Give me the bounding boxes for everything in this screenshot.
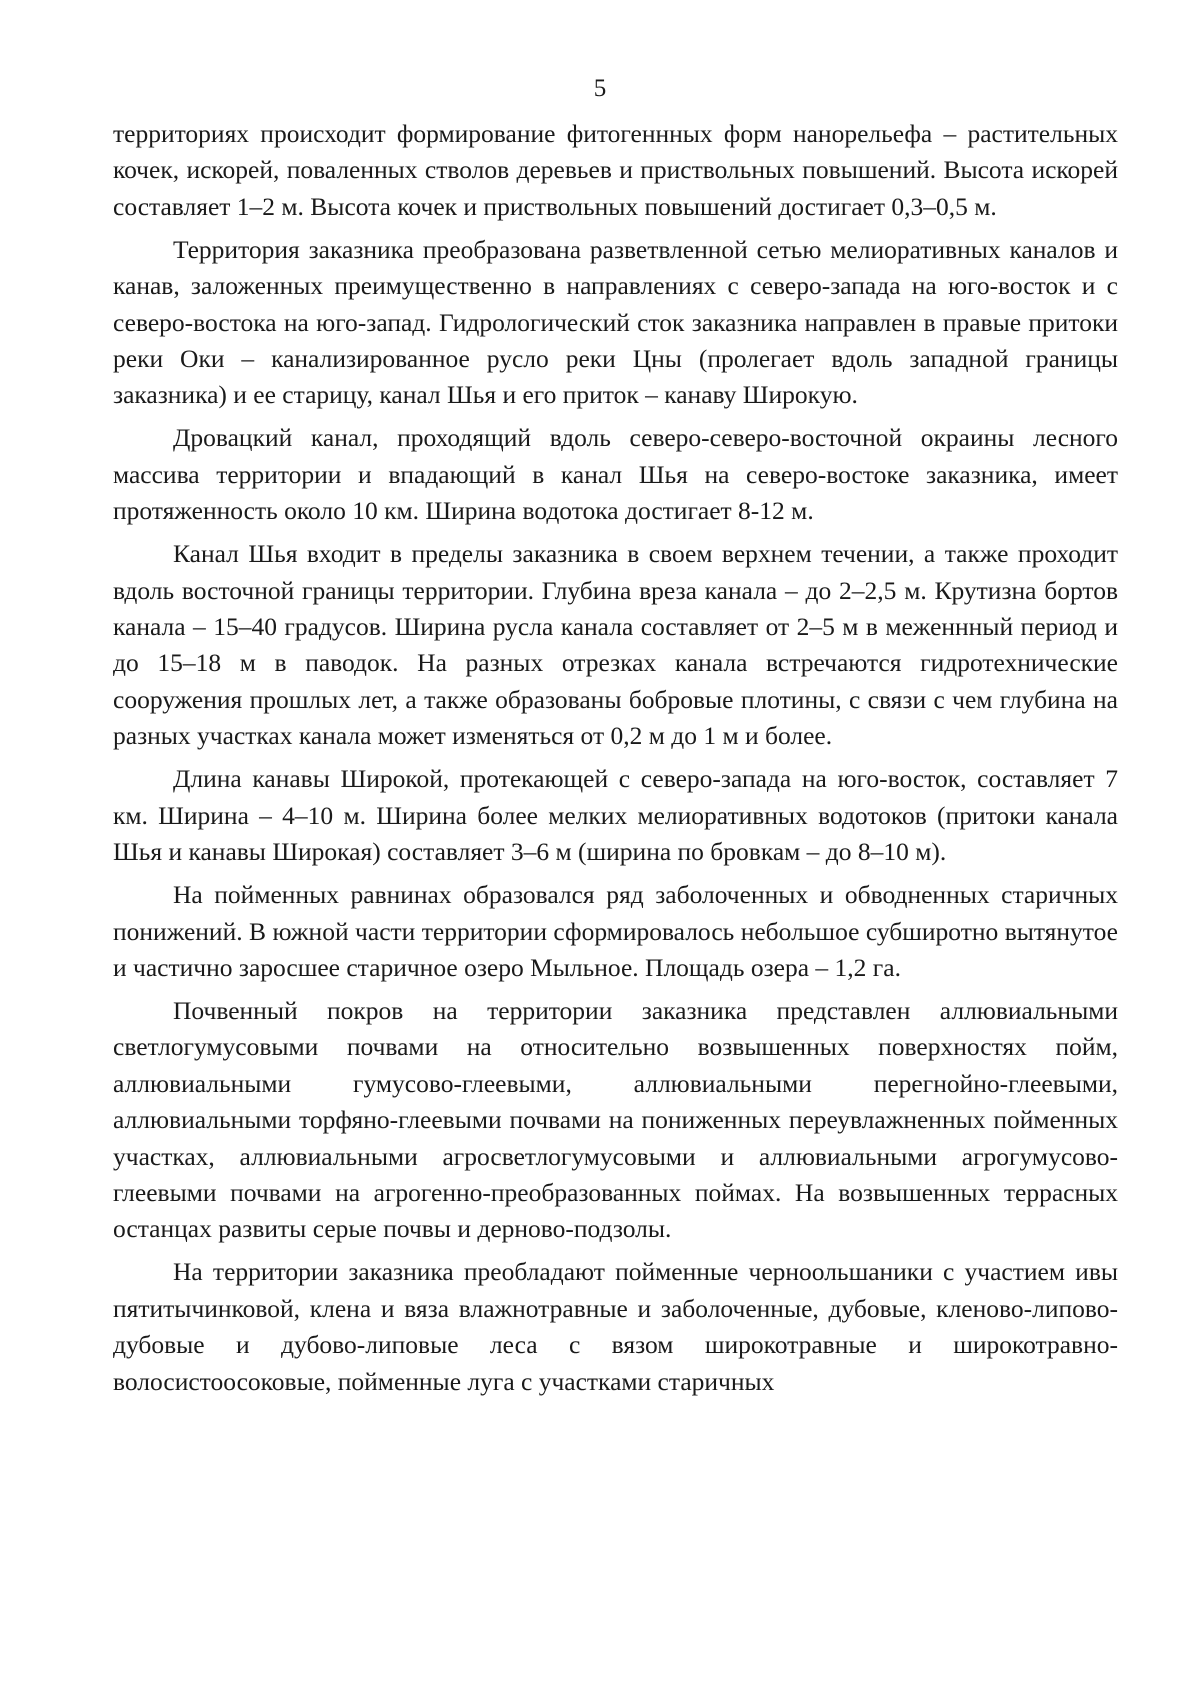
paragraph-soil-cover: Почвенный покров на территории заказника представлен аллювиальными светлогумусовыми почвами на относительно возвышенных поверхностях пойм, аллювиальными гумусово-глеевыми, аллювиальными перегнойно-глеевыми, аллювиальными торфяно-глеевыми почвами на пониженных переувлажненных пойменных участках, аллювиальными агросветлогумусовыми и аллювиальными агрогумусово-глеевыми почвами на агрогенно-преобразованных поймах. На возвышенных террасных останцах развиты серые почвы и дерново-подзолы. (113, 995, 1118, 1244)
paragraph-continuation: территориях происходит формирование фитогеннных форм нанорельефа – растительных кочек, искорей, поваленных стволов деревьев и приствольных повышений. Высота искорей составляет 1–2 м. Высота кочек и приствольных повышений достигает 0,3–0,5 м. (113, 119, 1118, 221)
document-body (113, 116, 1118, 1400)
paragraph-drovatsky-canal: Дровацкий канал, проходящий вдоль северо-северо-восточной окраины лесного массива территории и впадающий в канал Шья на северо-востоке заказника, имеет протяженность около 10 км. Ширина водотока достигает 8-12 м. (113, 423, 1118, 526)
paragraph-shirokaya-ditch: Длина канавы Широкой, протекающей с северо-запада на юго-восток, составляет 7 км. Ширина – 4–10 м. Ширина более мелких мелиоративных водотоков (притоки канала Шья и канавы Широкая) составляет 3–6 м (ширина по бровкам – до 8–10 м). (113, 764, 1118, 867)
paragraph-floodplain-lake: На пойменных равнинах образовался ряд заболоченных и обводненных старичных понижений. В южной части территории сформировалось небольшое субширотно вытянутое и частично заросшее старичное озеро Мыльное. Площадь озера – 1,2 га. (113, 880, 1118, 982)
paragraph-drainage-network: Территория заказника преобразована разветвленной сетью мелиоративных каналов и канав, заложенных преимущественно в направлениях с северо-запада на юго-восток и с северо-востока на юго-запад. Гидрологический сток заказника направлен в правые притоки реки Оки – канализированное русло реки Цны (пролегает вдоль западной границы заказника) и ее старицу, канал Шья и его приток – канаву Широкую. (113, 234, 1118, 410)
paragraph-vegetation: На территории заказника преобладают пойменные черноольшаники с участием ивы пятитычинковой, клена и вяза влажнотравные и заболоченные, дубовые, кленово-липово-дубовые и дубово-липовые леса с вязом широкотравные и широкотравно-волосистоосоковые, пойменные луга с участками старичных (113, 1257, 1118, 1396)
page-number: 5 (593, 75, 607, 102)
paragraph-shya-canal: Канал Шья входит в пределы заказника в своем верхнем течении, а также проходит вдоль восточной границы территории. Глубина вреза канала – до 2–2,5 м. Крутизна бортов канала – 15–40 градусов. Ширина русла канала составляет от 2–5 м в меженнный период и до 15–18 м в паводок. На разных отрезках канала встречаются гидротехнические сооружения прошлых лет, а также образованы бобровые плотины, с связи с чем глубина на разных участках канала может изменяться от 0,2 м до 1 м и более. (113, 539, 1118, 751)
